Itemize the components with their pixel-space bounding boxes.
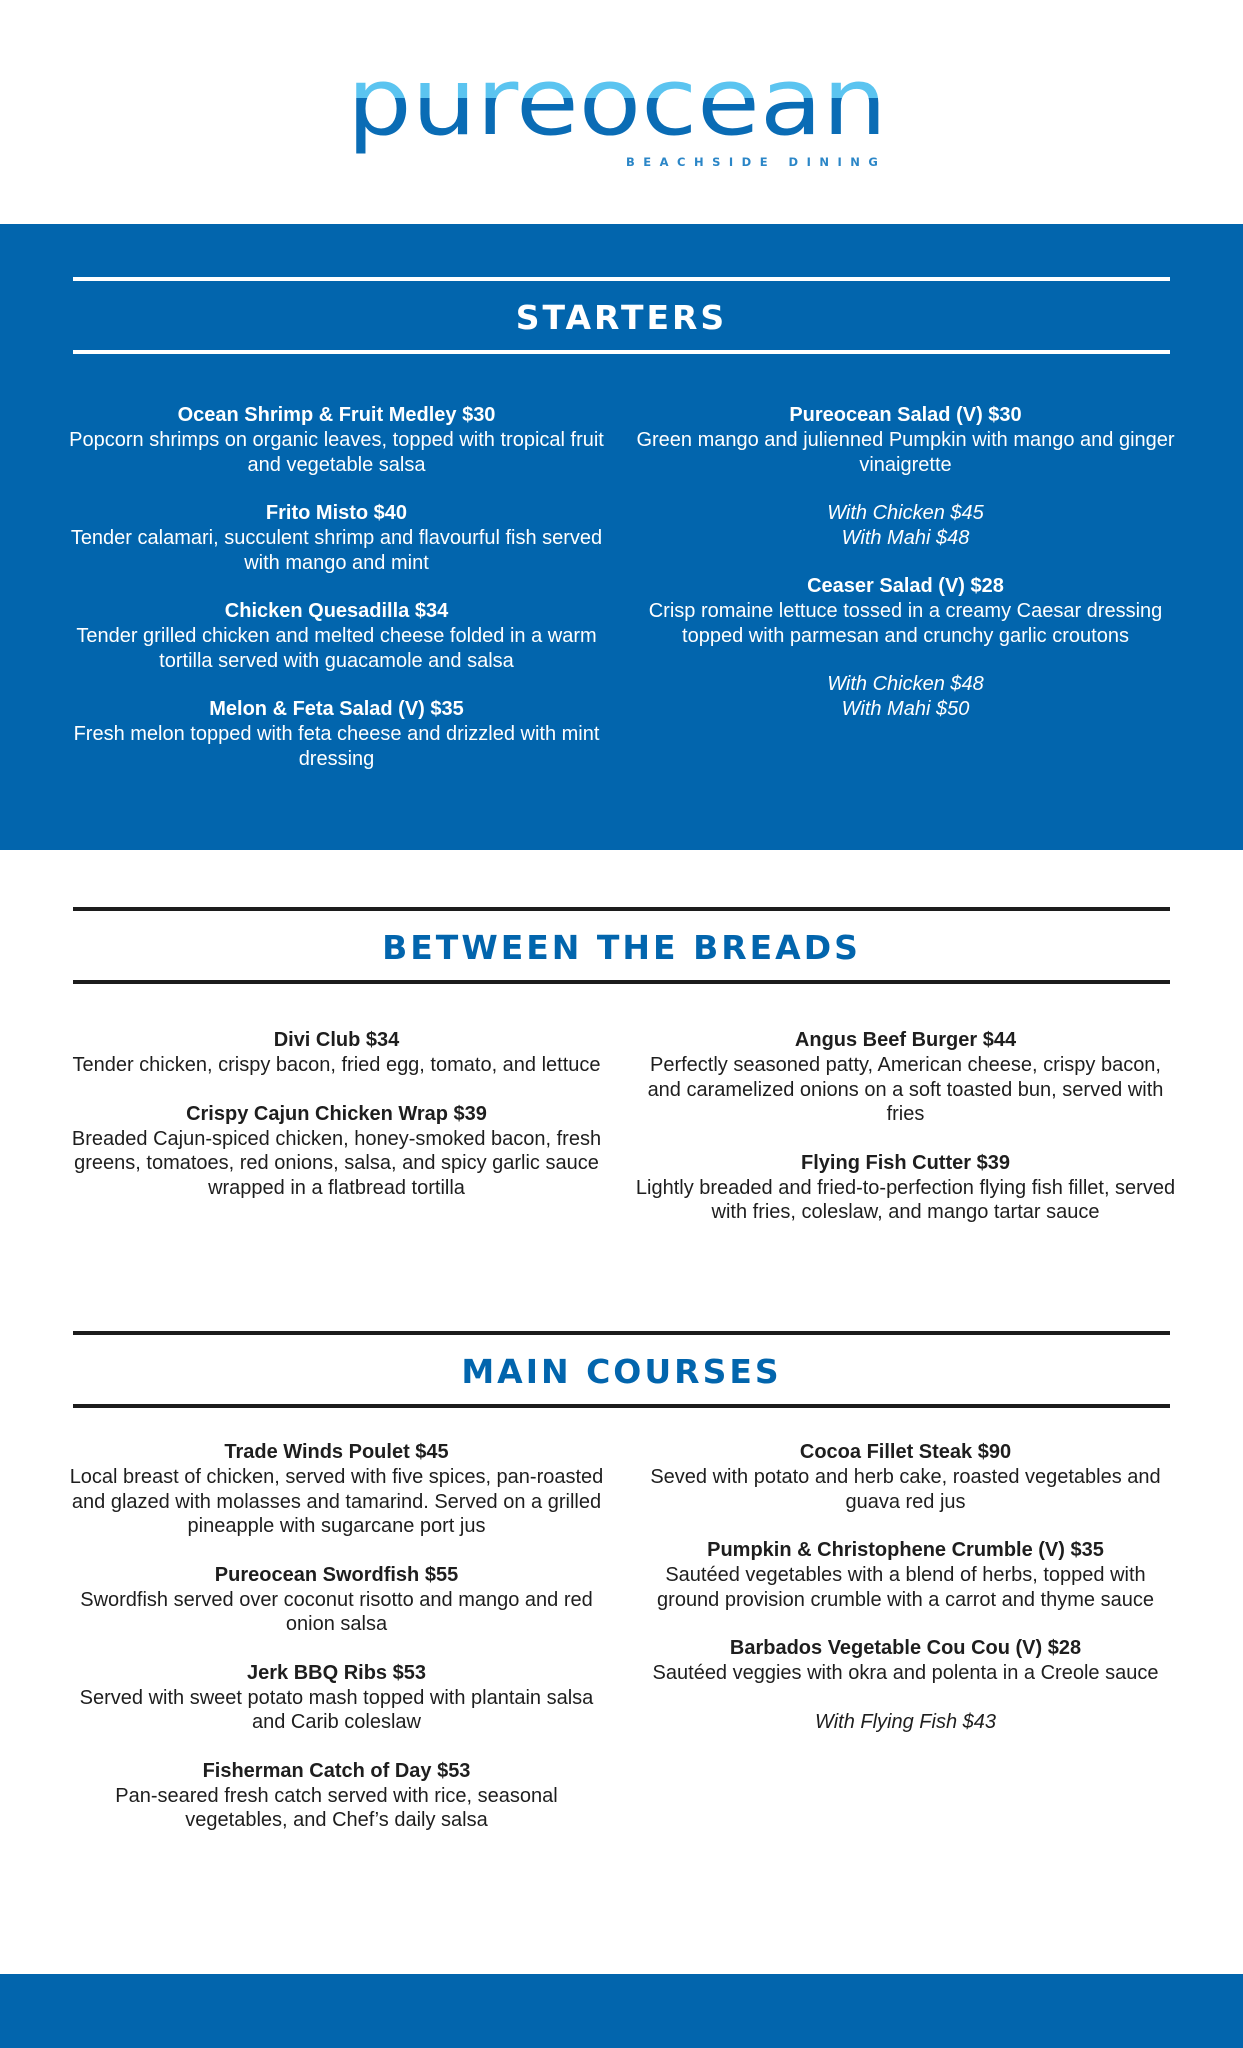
item-name: Melon & Feta Salad (V) $35 (209, 698, 464, 720)
footer-band (0, 1974, 1243, 2048)
starters-right-column (633, 403, 1178, 745)
item-description: Local breast of chicken, served with five spices, pan-roasted and glazed with molasses and tamarind. Served on a grilled pineapple with sugarcane port jus (69, 1466, 604, 1537)
item-name: Ocean Shrimp & Fruit Medley $30 (177, 404, 496, 426)
logo-tagline: BEACHSIDE DINING (626, 155, 887, 169)
logo-header (0, 0, 1243, 224)
item-name: Pumpkin & Christophene Crumble (V) $35 (707, 1539, 1104, 1561)
menu-item (64, 1102, 609, 1201)
breads-left-column (64, 1028, 609, 1224)
addon-option: With Chicken $48 (827, 673, 984, 695)
item-description: Green mango and julienned Pumpkin with mango and ginger vinaigrette (636, 429, 1175, 476)
breads-right-column (633, 1028, 1178, 1249)
item-name: Trade Winds Poulet $45 (224, 1441, 449, 1463)
item-description: Fresh melon topped with feta cheese and drizzled with mint dressing (73, 723, 600, 770)
item-name: Pureocean Swordfish $55 (214, 1563, 459, 1586)
item-description: Crisp romaine lettuce tossed in a creamy Caesar dressing topped with parmesan and crunchy garlic croutons (648, 600, 1163, 647)
item-name: Frito Misto $40 (265, 502, 408, 524)
menu-item (633, 574, 1178, 648)
menu-item (64, 599, 609, 673)
item-name: Cocoa Fillet Steak $90 (799, 1441, 1012, 1463)
item-description: Lightly breaded and fried-to-perfection flying fish fillet, served with fries, coleslaw, and mango tartar sauce (635, 1176, 1176, 1223)
item-description: Swordfish served over coconut risotto and mango and red onion salsa (80, 1588, 593, 1635)
breads-heading: BETWEEN THE BREADS (382, 928, 861, 967)
menu-item (633, 1440, 1178, 1514)
item-description: Seved with potato and herb cake, roasted vegetables and guava red jus (650, 1466, 1161, 1513)
menu-item (633, 1151, 1178, 1225)
breads-rule-top (73, 907, 1170, 911)
starters-left-column (64, 403, 609, 795)
menu-item (64, 697, 609, 771)
menu-item (64, 1563, 609, 1637)
menu-item (633, 1028, 1178, 1127)
item-description: Tender chicken, crispy bacon, fried egg, tomato, and lettuce (72, 1054, 601, 1076)
starters-heading: STARTERS (515, 298, 728, 337)
item-addons (633, 672, 1178, 721)
item-name: Ceaser Salad (V) $28 (807, 575, 1004, 597)
addon-option: With Mahi $48 (841, 526, 970, 549)
item-description: Pan-seared fresh catch served with rice, seasonal vegetables, and Chef’s daily salsa (115, 1784, 558, 1831)
item-description: Perfectly seasoned patty, American cheese, crispy bacon, and caramelized onions on a soft toasted bun, served with fries (647, 1054, 1164, 1125)
logo-wordmark (345, 60, 905, 170)
item-name: Jerk BBQ Ribs $53 (247, 1661, 426, 1684)
item-name: Angus Beef Burger $44 (794, 1029, 1017, 1051)
item-description: Served with sweet potato mash topped with plantain salsa and Carib coleslaw (79, 1686, 594, 1733)
menu-item (633, 1636, 1178, 1686)
breads-rule-bottom (73, 980, 1170, 984)
item-description: Popcorn shrimps on organic leaves, topped with tropical fruit and vegetable salsa (69, 429, 604, 476)
starters-rule-top (73, 277, 1170, 281)
menu-item (64, 1028, 609, 1078)
item-description: Breaded Cajun-spiced chicken, honey-smoked bacon, fresh greens, tomatoes, red onions, salsa, and spicy garlic sauce wrapped in a flatbread tortilla (71, 1127, 602, 1199)
menu-item (633, 403, 1178, 477)
addon-option: With Chicken $45 (827, 502, 984, 524)
item-name: Flying Fish Cutter $39 (801, 1151, 1010, 1174)
item-name: Divi Club $34 (273, 1029, 400, 1051)
mains-rule-top (73, 1331, 1170, 1335)
menu-item (64, 403, 609, 477)
item-name: Chicken Quesadilla $34 (224, 600, 449, 622)
item-description: Sautéed vegetables with a blend of herbs, topped with ground provision crumble with a carrot and thyme sauce (657, 1564, 1154, 1611)
item-description: Tender calamari, succulent shrimp and flavourful fish served with mango and mint (70, 527, 603, 574)
item-name: Fisherman Catch of Day $53 (202, 1759, 471, 1782)
mains-right-column (633, 1440, 1178, 1758)
svg-text:pureocean: pureocean (347, 60, 887, 157)
item-addons (633, 501, 1178, 550)
mains-heading: MAIN COURSES (461, 1352, 782, 1391)
starters-rule-bottom (73, 350, 1170, 354)
mains-left-column (64, 1440, 609, 1857)
menu-item (633, 1538, 1178, 1612)
item-name: Barbados Vegetable Cou Cou (V) $28 (729, 1637, 1082, 1659)
addon-option: With Flying Fish $43 (815, 1710, 996, 1733)
addon-option: With Mahi $50 (841, 697, 970, 720)
item-addons (633, 1710, 1178, 1735)
item-description: Tender grilled chicken and melted cheese folded in a warm tortilla served with guacamole and salsa (76, 625, 597, 672)
menu-item (64, 1440, 609, 1539)
menu-item (64, 1759, 609, 1833)
menu-item (64, 501, 609, 575)
item-name: Pureocean Salad (V) $30 (789, 404, 1022, 426)
menu-item (64, 1661, 609, 1735)
mains-rule-bottom (73, 1404, 1170, 1408)
item-description: Sautéed veggies with okra and polenta in a Creole sauce (652, 1662, 1159, 1684)
item-name: Crispy Cajun Chicken Wrap $39 (186, 1102, 487, 1125)
